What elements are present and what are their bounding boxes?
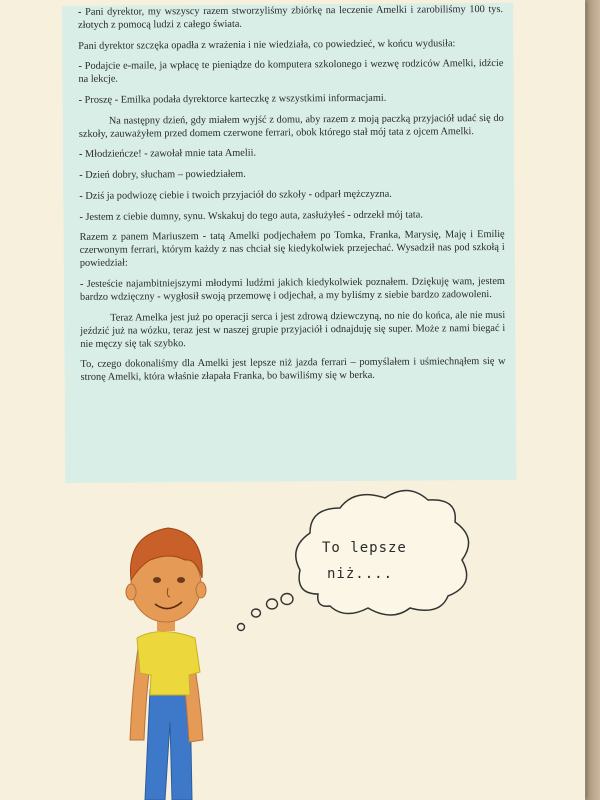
story-paragraph: - Młodzieńcze! - zawołał mnie tata Amelii. [79, 148, 257, 161]
thought-bubble-text [322, 535, 442, 587]
story-paragraph: - Proszę - Emilka podała dyrektorce karteczkę z wszystkimi informacjami. [78, 92, 387, 106]
story-paragraph: Razem z panem Mariuszem - tatą Amelki podjechałem po Tomka, Franka, Marysię, Maję i Emilię czerwonym ferrari, którym każdy z nas chciał się kiedykolwiek przejechać. Wysadził nas pod szkołą i powiedział: [79, 229, 505, 270]
thought-dot-icon [238, 624, 245, 631]
story-paragraph: - Dzień dobry, słucham – powiedziałem. [79, 168, 246, 182]
thought-dot-icon [267, 599, 278, 609]
story-paragraph: - Jestem z ciebie dumny, synu. Wskakuj do tego auta, zasłużyłeś - odrzekł mój tata. [79, 208, 423, 223]
story-paragraph: - Dziś ja podwiozę ciebie i twoich przyjaciół do szkoły - odparł mężczyzna. [79, 188, 392, 202]
boy-eye [153, 577, 161, 583]
boy-pants [145, 690, 192, 800]
paper-edge [586, 0, 600, 800]
thought-line-2: niż.... [327, 566, 394, 582]
story-paragraph: - Pani dyrektor, my wszyscy razem stworzyliśmy zbiórkę na leczenie Amelki i zarobiliśmy 100 tys. złotych z pomocą ludzi z całego świata. [78, 3, 504, 31]
thought-dot-icon [281, 594, 293, 605]
boy-ear [126, 584, 136, 600]
story-paragraph: Teraz Amelka jest już po operacji serca i jest zdrową dziewczyną, no nie do końca, ale nie musi jeździć już na wózku, teraz jest w naszej grupie przyjaciół i odnajduję się super. Może z nami biegać i nie męczy się tak szybko. [80, 309, 506, 350]
thought-dot-icon [252, 609, 261, 617]
story-paragraph: Pani dyrektor szczęka opadła z wrażenia i nie wiedziała, co powiedzieć, w końcu wydusiła: [78, 37, 456, 52]
story-paragraph: To, czego dokonaliśmy dla Amelki jest lepsze niż jazda ferrari – pomyślałem i uśmiechnąłem się w stronę Amelki, która właśnie złapała Franka, bo bawiliśmy się w berka. [80, 356, 506, 384]
story-paragraph: - Jesteście najambitniejszymi młodymi ludźmi jakich kiedykolwiek poznałem. Dziękuję wam, jestem bardzo wdzięczny - wygłosił swoją przemowę i odjechał, a my byliśmy z siebie bardzo zadowoleni. [79, 275, 505, 303]
thought-line-1: To lepsze [322, 540, 407, 556]
boy-eye [177, 577, 185, 583]
story-paragraph: - Podajcie e-maile, ja wpłacę te pieniądze do komputera szkolonego i wezwę rodziców Amelki, idźcie na lekcje. [78, 58, 504, 86]
story-paragraph: Na następny dzień, gdy miałem wyjść z domu, aby razem z moją paczką przyjaciół udać się do szkoły, zauważyłem przed domem czerwone ferrari, obok którego stał mój tata z ojcem Amelki. [78, 112, 504, 140]
boy-ear [196, 582, 206, 598]
